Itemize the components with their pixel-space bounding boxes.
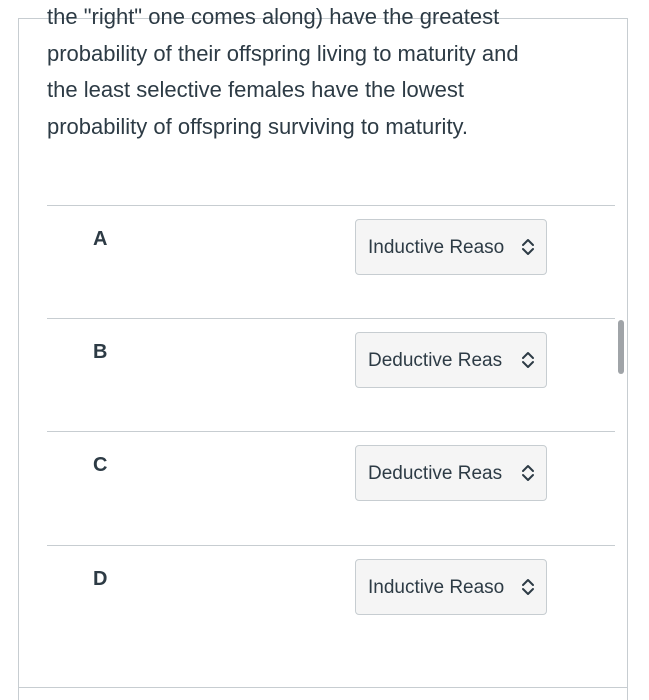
answer-select-c[interactable] [355,445,547,501]
select-value: Inductive Reaso [368,237,505,258]
chevron-up-down-icon [520,462,536,484]
question-text-line: probability of their offspring living to maturity and [47,40,519,66]
question-card [18,4,628,700]
chevron-up-down-icon [520,349,536,371]
answer-select-b[interactable] [355,332,547,388]
question-text-line: probability of offspring surviving to maturity. [47,113,469,139]
answer-row-d [47,545,615,659]
select-value: Inductive Reaso [368,577,505,598]
answer-row-a [47,205,615,319]
select-value: Deductive Reas [368,463,503,484]
answer-row-c [47,431,615,545]
question-text-line: the "right" one comes along) have the greatest [47,4,500,29]
answer-letter: A [93,228,108,250]
scrollbar-thumb[interactable] [618,320,624,374]
answer-row-b [47,318,615,432]
answer-letter: D [93,568,108,590]
answer-letter: B [93,341,108,363]
answer-letter: C [93,454,108,476]
question-text-line: the least selective females have the lowest [47,77,465,102]
chevron-up-down-icon [520,236,536,258]
question-text [47,0,607,145]
answer-select-d[interactable] [355,559,547,615]
select-value: Deductive Reas [368,350,503,371]
answer-select-a[interactable] [355,219,547,275]
card-bottom-divider [18,687,628,688]
chevron-up-down-icon [520,576,536,598]
